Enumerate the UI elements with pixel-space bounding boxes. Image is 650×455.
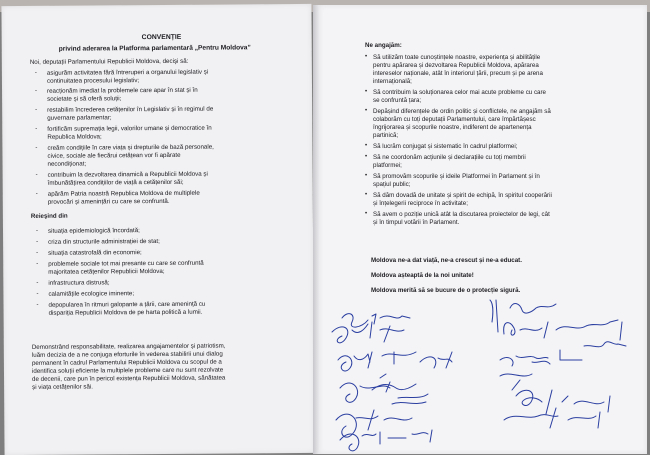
bullet-icon: - bbox=[35, 171, 38, 178]
bullet-icon: - bbox=[36, 238, 39, 245]
list-item: guvernare parlamentar; bbox=[47, 114, 112, 122]
bullet-icon: - bbox=[35, 190, 38, 197]
list-item: fortificăm supremația legii, valorilor umane și democratice în bbox=[47, 124, 212, 133]
bullet-icon: - bbox=[35, 227, 39, 234]
list-item: asigurăm activitatea fără întreruperi a organului legislativ și bbox=[46, 68, 209, 77]
list-item: criza din structurile administrației de stat; bbox=[48, 237, 160, 246]
list-item: problemele sociale tot mai presante cu care se confruntă bbox=[48, 259, 204, 268]
bullet-icon: • bbox=[365, 89, 368, 95]
list-item: necondiționat; bbox=[47, 160, 87, 168]
list-item: colaborăm cu toți deputații Parlamentului, care împărtășesc bbox=[373, 116, 536, 123]
pledges-heading: Ne angajăm: bbox=[365, 42, 402, 49]
list-item: intereselor naționale, atât în interiorul țării, precum și pe arena bbox=[373, 70, 543, 77]
list-item: îngrijorarea și scopurile noastre, indiferent de apartenența bbox=[373, 124, 532, 131]
closing-line: și viața cetățenilor săi. bbox=[32, 383, 93, 391]
list-item: internațională; bbox=[373, 78, 412, 85]
left-page bbox=[1, 4, 314, 455]
closing-line: identifica soluții eficiente la multiplele probleme care nu sunt rezolvate bbox=[31, 366, 224, 375]
bullet-icon: - bbox=[36, 279, 39, 286]
bullet-icon: - bbox=[35, 87, 38, 94]
document-subtitle: privind aderarea la Platforma parlamentară „Pentru Moldova” bbox=[58, 44, 251, 53]
list-item: infrastructura distrusă; bbox=[48, 279, 110, 287]
list-item: Să promovăm scopurile și ideile Platformei în Parlament și în bbox=[373, 173, 540, 180]
motto-line: Moldova așteaptă de la noi unitate! bbox=[371, 272, 474, 279]
bullet-icon: • bbox=[365, 143, 368, 149]
list-item: calamitățile ecologice iminente; bbox=[48, 290, 135, 298]
bullet-icon: - bbox=[36, 290, 39, 297]
list-item: restabilim încrederea cetățenilor în Legislativ și în regimul de bbox=[47, 105, 214, 114]
list-item: depopularea în ritmuri galopante a țării, care amenință cu bbox=[48, 300, 206, 309]
list-item: Depășind diferențele de ordin politic și conflictele, ne angajăm să bbox=[373, 108, 551, 115]
intro-text: Noi, deputații Parlamentului Republicii Moldova, decişi să: bbox=[29, 57, 189, 66]
bullet-icon: - bbox=[35, 144, 38, 151]
closing-line: permanent în cadrul Parlamentului Republicii Moldova cu scopul de a bbox=[31, 358, 222, 367]
list-item: societate și să oferă soluții; bbox=[47, 95, 122, 103]
closing-line: de decenii, care pun în pericol existența Republicii Moldova, sănătatea bbox=[32, 374, 226, 383]
bullet-icon: • bbox=[365, 173, 368, 179]
list-item: spațiul public; bbox=[373, 181, 411, 188]
bullet-icon: - bbox=[35, 125, 38, 132]
bullet-icon: - bbox=[34, 69, 37, 76]
list-item: contribuim la dezvoltarea dinamică a Republicii Moldova și bbox=[47, 170, 208, 179]
document-title: CONVENȚIE bbox=[141, 33, 182, 42]
bullet-icon: • bbox=[365, 154, 368, 160]
list-item: Să lucrăm conjugat și sistematic în cadrul platformei; bbox=[373, 143, 518, 150]
right-page bbox=[319, 5, 647, 454]
list-item: provocări și amenințări cu care se confruntă. bbox=[47, 197, 170, 206]
bullet-icon: - bbox=[35, 106, 38, 113]
list-item: situația catastrofală din economie; bbox=[48, 249, 142, 257]
list-item: reacționăm imediat la problemele care apar în stat și în bbox=[47, 86, 198, 95]
list-item: Să dăm dovadă de unitate și spirit de echipă, în spiritul cooperării bbox=[373, 192, 552, 199]
list-item: se confruntă țara; bbox=[373, 97, 422, 104]
bullet-icon: • bbox=[365, 192, 368, 198]
list-item: Să ne coordonăm acțiunile și declarațiile cu toți membrii bbox=[373, 154, 526, 161]
list-item: pentru apărarea și dezvoltarea Republicii Moldova, apărarea bbox=[373, 62, 539, 69]
list-item: Să avem o poziție unică atât la discutarea proiectelor de legi, cât bbox=[373, 211, 550, 218]
list-item: situația epidemiologică încordată; bbox=[47, 227, 140, 235]
closing-line: luăm decizia de a ne conjuga eforturile în vederea stabilirii unui dialog bbox=[31, 350, 223, 359]
closing-line: Demonstrând responsabilitate, realizarea angajamentelor și patriotism, bbox=[31, 342, 226, 351]
list-item: creăm condițiile în care viața și drepturile de bază personale, bbox=[47, 143, 214, 152]
list-item: dispariția Republicii Moldova de pe harta politică a lumii. bbox=[48, 308, 203, 317]
list-item: Să utilizăm toate cunoștințele noastre, experiența și abilitățile bbox=[373, 54, 541, 61]
bullet-icon: - bbox=[36, 249, 39, 256]
list-item: partinică; bbox=[373, 132, 399, 139]
list-item: civice, sociale ale fiecărui cetățean vor fi apărate bbox=[47, 151, 181, 160]
list-item: Republica Moldova; bbox=[47, 133, 102, 141]
list-item: majoritatea cetățenilor Republicii Moldova; bbox=[48, 267, 165, 276]
bullet-icon: • bbox=[365, 211, 368, 217]
bullet-icon: - bbox=[36, 301, 39, 308]
list-item: continuitatea procesului legislativ; bbox=[46, 77, 140, 85]
reasons-heading: Reieşind din bbox=[30, 212, 68, 220]
list-item: apărăm Patria noastră Republica Moldova de multiplele bbox=[47, 189, 200, 198]
list-item: Să contribuim la soluționarea celor mai acute probleme cu care bbox=[373, 89, 546, 96]
list-item: și înțelegerii reciproce în activitate; bbox=[373, 200, 468, 207]
bullet-icon: • bbox=[365, 54, 368, 60]
list-item: și în timpul votării în Parlament. bbox=[373, 219, 460, 226]
list-item: îmbunătățirea condițiilor de viață a cetățenilor săi; bbox=[47, 178, 184, 187]
motto-line: Moldova ne-a dat viață, ne-a crescut și ne-a educat. bbox=[371, 257, 522, 264]
bullet-icon: • bbox=[365, 108, 368, 114]
list-item: platformei; bbox=[373, 162, 402, 169]
bullet-icon: - bbox=[36, 260, 39, 267]
motto-line: Moldova merită să se bucure de o protecție sigură. bbox=[371, 287, 521, 294]
